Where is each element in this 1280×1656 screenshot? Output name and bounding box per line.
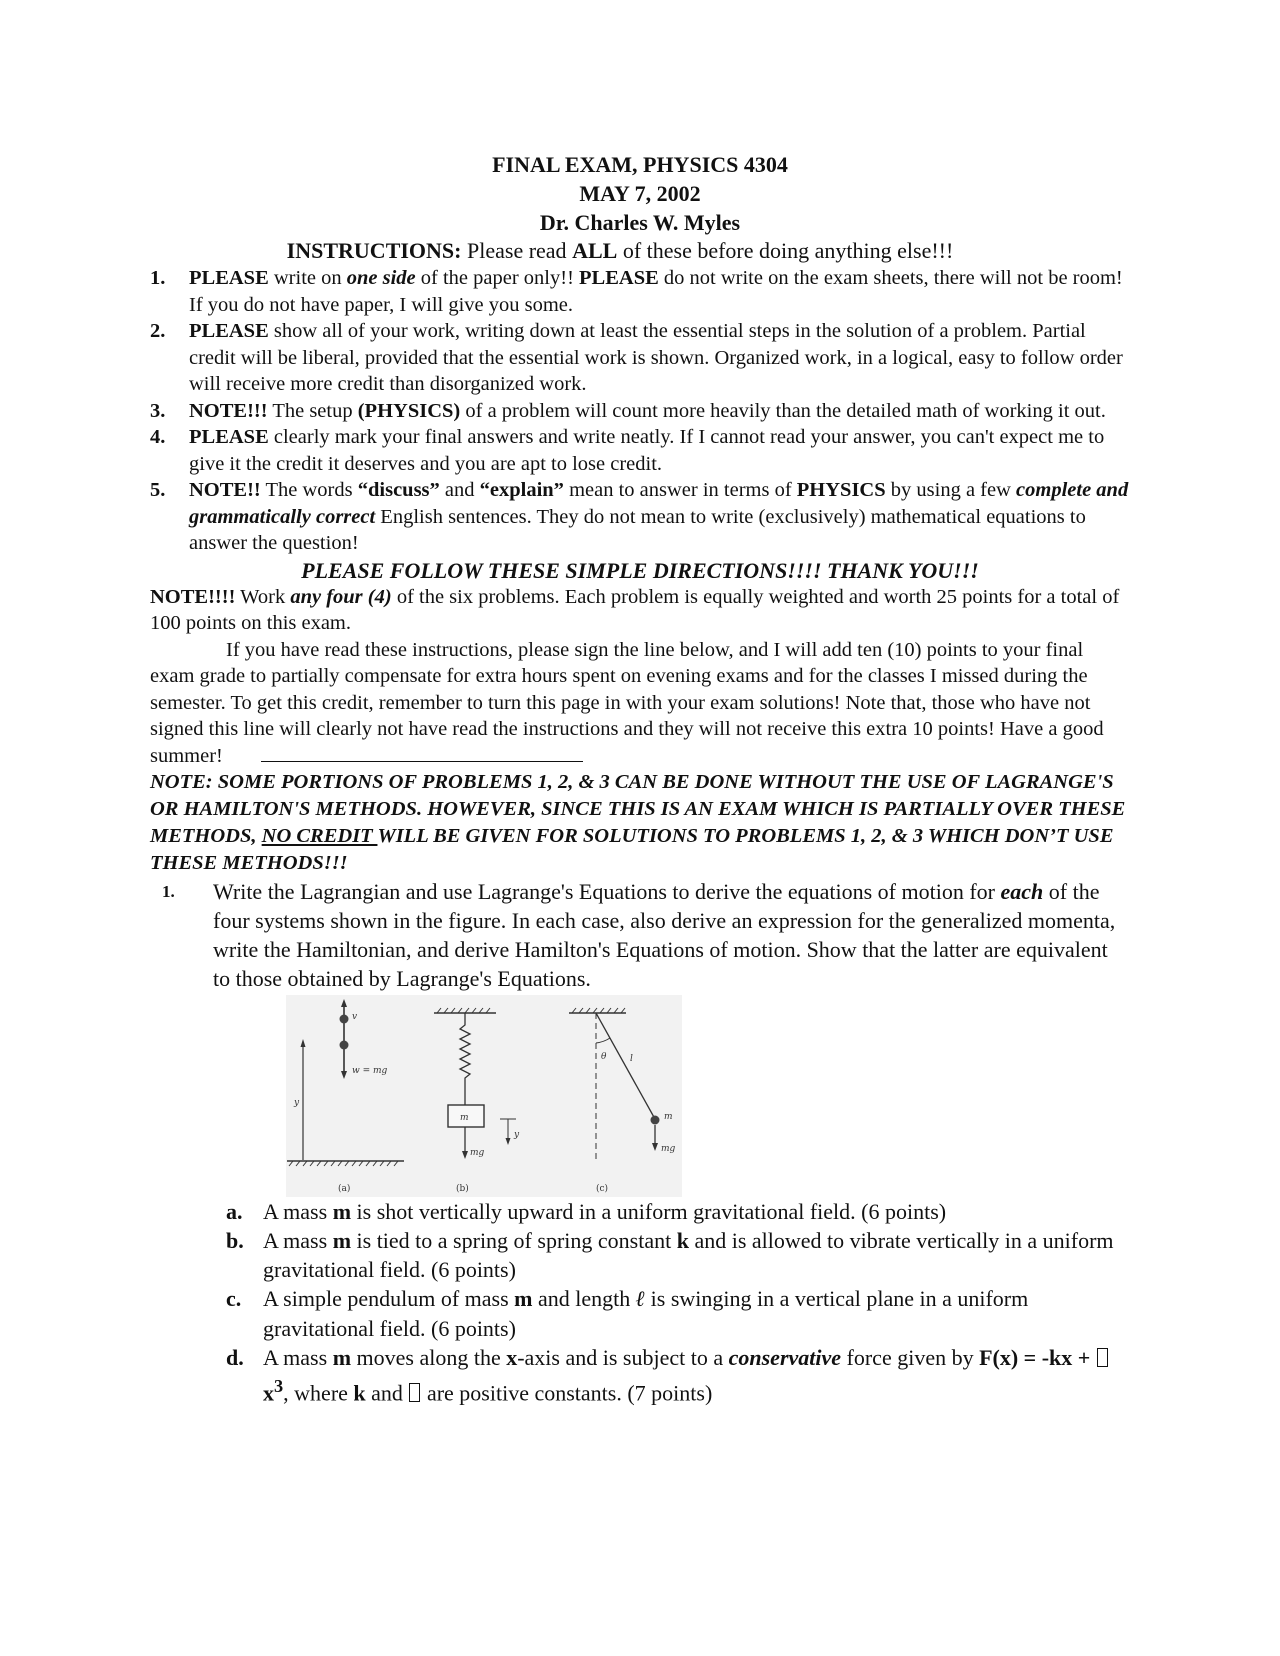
- label-m-block: m: [460, 1113, 469, 1123]
- part-text: is shot vertically upward in a uniform gravitational field. (6 points): [351, 1199, 947, 1224]
- instructions-list: [150, 265, 1130, 557]
- caption-a: (a): [338, 1184, 351, 1194]
- label-y: y: [294, 1098, 300, 1108]
- sign-paragraph: [150, 637, 1130, 770]
- part-text: A mass: [263, 1345, 333, 1370]
- part-text: and: [365, 1380, 409, 1406]
- note-text: Work: [235, 585, 291, 608]
- instruction-text: English sentences. They do not mean to write (exclusively) mathematical equations to answer the question!: [189, 505, 1086, 554]
- part-text: m: [332, 1228, 352, 1253]
- methods-note-text: WILL BE GIVEN FOR SOLUTIONS TO PROBLEMS 1, 2, & 3 WHICH DON’T USE THESE METHODS!!!: [150, 825, 1114, 874]
- instruction-text: and: [439, 479, 480, 501]
- part-text: force given by: [841, 1345, 980, 1370]
- instruction-text: PLEASE: [189, 267, 269, 289]
- missing-glyph-box: [1097, 1348, 1108, 1367]
- instruction-text: NOTE!!!: [189, 399, 268, 422]
- part-text: k: [676, 1228, 689, 1253]
- part-text: and is allowed to vibrate vertically in a uniform gravitational field. (6 points): [263, 1228, 1114, 1282]
- part-text: A mass: [263, 1228, 333, 1253]
- instructions-label: INSTRUCTIONS:: [286, 238, 462, 263]
- part-text: -axis and is subject to a: [517, 1345, 729, 1370]
- instructor-name: Dr. Charles W. Myles: [539, 210, 741, 235]
- label-theta: θ: [601, 1052, 607, 1062]
- problem-text: Write the Lagrangian and use Lagrange's Equations to derive the equations of motion for: [213, 879, 1001, 904]
- part-label: c.: [226, 1286, 242, 1311]
- force-formula: x: [263, 1380, 274, 1406]
- caption-c: (c): [596, 1184, 609, 1194]
- label-mg-c: mg: [661, 1144, 676, 1154]
- label-v: v: [352, 1012, 358, 1022]
- part-text: gravitational field. (6 points): [263, 1316, 516, 1341]
- arrow-head: [301, 1039, 306, 1047]
- instruction-text: do not write on the exam sheets, there will not be room! If you do not have paper, I will give you some.: [189, 267, 1123, 316]
- part-label: b.: [226, 1228, 244, 1253]
- instruction-number: 2.: [150, 320, 166, 342]
- instructions-all: ALL: [572, 238, 618, 263]
- signature-line[interactable]: [261, 743, 583, 762]
- instruction-text: by using a few: [885, 479, 1017, 501]
- instruction-text: of a problem will count more heavily than the detailed math of working it out.: [460, 399, 1106, 422]
- methods-note: [150, 769, 1130, 877]
- part-text: x: [506, 1345, 518, 1370]
- instruction-text: write on: [268, 267, 347, 289]
- arrow-head: [341, 999, 347, 1007]
- note-text: any four (4): [290, 585, 392, 608]
- label-mg-b: mg: [470, 1148, 485, 1158]
- part-text: are positive constants. (7 points): [421, 1380, 713, 1406]
- arrow-head: [506, 1138, 511, 1145]
- instructions-intro-tail: of these before doing anything else!!!: [622, 238, 954, 263]
- part-c: [226, 1284, 1130, 1343]
- instruction-text: “explain”: [479, 479, 564, 501]
- arrow-head: [652, 1143, 658, 1151]
- instruction-text: PHYSICS: [796, 479, 886, 501]
- instruction-text: one side: [346, 267, 416, 289]
- label-y-b: y: [514, 1130, 520, 1140]
- part-text: m: [332, 1199, 352, 1224]
- part-label: d.: [226, 1345, 244, 1370]
- problem-1-parts: [150, 1197, 1130, 1407]
- sign-paragraph-text: If you have read these instructions, please sign the line below, and I will add ten (10) points to your final exam grade to partially compensate for extra hours spent on evening exams and for the classes I missed during the semester. To get this credit, remember to turn this page in with your exam solutions! Note that, those who have not signed this line will clearly not have read the instructions and they will not receive this extra 10 points! Have a good summer!: [150, 638, 1104, 767]
- part-d: [226, 1343, 1130, 1407]
- problem-number: 1.: [162, 882, 175, 901]
- part-text: m: [514, 1286, 533, 1311]
- force-formula: F(x) = -kx +: [979, 1345, 1096, 1370]
- instruction-text: The words: [260, 479, 358, 501]
- systems-figure: [286, 995, 682, 1197]
- caption-b: (b): [456, 1184, 469, 1194]
- instruction-text: The setup: [267, 399, 358, 422]
- missing-glyph-box: [409, 1383, 420, 1402]
- instruction-text: show all of your work, writing down at least the essential steps in the solution of a problem. Partial credit will be liberal, provided that the essential work is shown. Organized work, in a logical, easy to follow order will receive more credit than disorganized work.: [189, 320, 1123, 395]
- instruction-text: complete and grammatically correct: [189, 479, 1129, 528]
- spring: [460, 1013, 470, 1105]
- instructions-intro-text: Please read: [467, 238, 567, 263]
- note-label: NOTE!!!!: [150, 585, 236, 608]
- instruction-item: [150, 318, 1130, 398]
- instruction-item: [150, 398, 1130, 425]
- instruction-number: 5.: [150, 479, 166, 501]
- instruction-item: [150, 424, 1130, 477]
- part-text: A simple pendulum of mass: [263, 1286, 515, 1311]
- instruction-text: mean to answer in terms of: [563, 479, 797, 501]
- label-w: w = mg: [352, 1066, 388, 1076]
- methods-note-text: NOTE: SOME PORTIONS OF PROBLEMS 1, 2, & 3 CAN BE DONE WITHOUT THE USE OF LAGRANGE'S OR HAMILTON'S METHODS. HOWEVER, SINCE THIS IS AN EXAM WHICH IS PARTIALLY OVER THESE METHODS,: [150, 771, 1126, 847]
- part-text: conservative: [728, 1345, 842, 1370]
- part-text: and length: [532, 1286, 636, 1311]
- no-credit-text: NO CREDIT: [261, 825, 378, 847]
- label-m-pendulum: m: [664, 1112, 673, 1122]
- instruction-text: PLEASE: [579, 267, 659, 289]
- problem-1: [162, 877, 1130, 993]
- part-text: k: [353, 1380, 366, 1406]
- exam-date: MAY 7, 2002: [579, 181, 701, 206]
- part-text: is swinging in a vertical plane in a uniform: [645, 1286, 1029, 1311]
- exponent: 3: [274, 1376, 284, 1396]
- note-work-four: [150, 584, 1130, 637]
- part-text: ℓ: [635, 1286, 646, 1312]
- part-text: is tied to a spring of spring constant: [351, 1228, 677, 1253]
- exam-title: FINAL EXAM, PHYSICS 4304: [492, 152, 788, 177]
- exam-page: [150, 150, 1130, 1407]
- instruction-number: 1.: [150, 267, 166, 289]
- part-label: a.: [226, 1199, 243, 1224]
- instruction-text: of the paper only!!: [415, 267, 580, 289]
- follow-directions-line: PLEASE FOLLOW THESE SIMPLE DIRECTIONS!!!! THANK YOU!!!: [301, 557, 979, 583]
- mass-ball: [340, 1041, 349, 1050]
- arrow-head: [341, 1071, 347, 1079]
- instruction-item: [150, 477, 1130, 557]
- arrow-head: [462, 1151, 468, 1159]
- label-l: l: [630, 1054, 633, 1064]
- instruction-text: PLEASE: [189, 320, 269, 342]
- instruction-number: 4.: [150, 426, 166, 448]
- angle-arc: [596, 1038, 610, 1043]
- instruction-text: PLEASE: [189, 426, 269, 448]
- part-text: , where: [283, 1380, 354, 1406]
- instruction-text: (PHYSICS): [357, 399, 461, 422]
- instructions-intro: [110, 237, 1130, 265]
- mass-ball: [340, 1015, 349, 1024]
- problem-text: each: [1000, 879, 1044, 904]
- part-text: m: [332, 1345, 352, 1370]
- instruction-number: 3.: [150, 399, 166, 422]
- instruction-text: clearly mark your final answers and write neatly. If I cannot read your answer, you can't expect me to give it the credit it deserves and you are apt to lose credit.: [189, 426, 1105, 475]
- part-a: [226, 1197, 1130, 1226]
- instruction-item: [150, 265, 1130, 318]
- pendulum-bob: [651, 1116, 660, 1125]
- part-text: A mass: [263, 1199, 333, 1224]
- pendulum-string: [596, 1013, 655, 1119]
- note-text: of the six problems. Each problem is equally weighted and worth 25 points for a total of 100 points on this exam.: [150, 585, 1120, 634]
- part-text: moves along the: [351, 1345, 507, 1370]
- instruction-text: NOTE!!: [189, 479, 261, 501]
- part-b: [226, 1226, 1130, 1284]
- instruction-text: “discuss”: [357, 479, 440, 501]
- problem-text: of the four systems shown in the figure. In each case, also derive an expression for the generalized momenta, write the Hamiltonian, and derive Hamilton's Equations of motion. Show that the latter are equivalent to those obtained by Lagrange's Equations.: [213, 879, 1116, 991]
